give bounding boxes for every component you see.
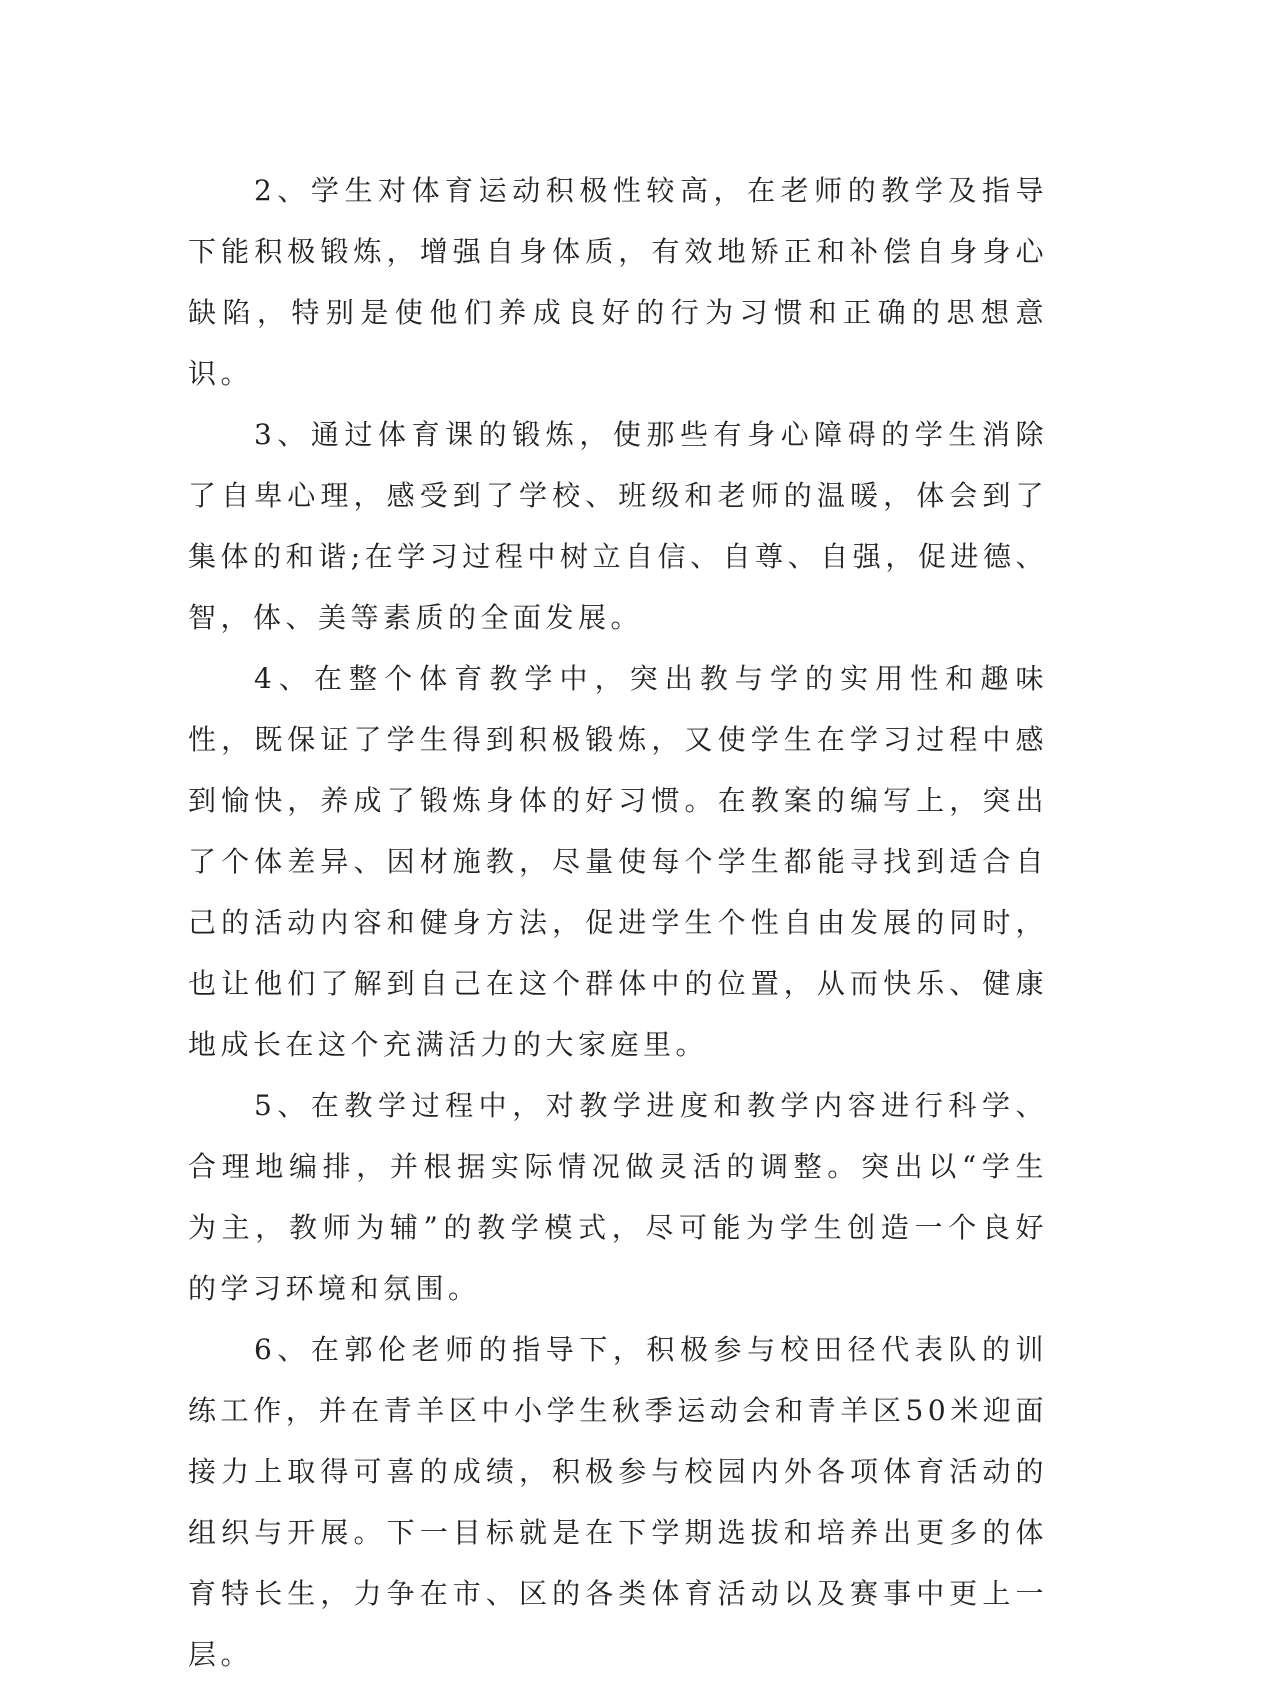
paragraph-2: 2、学生对体育运动积极性较高，在老师的教学及指导下能积极锻炼，增强自身体质，有效地矫正和补偿自身身心缺陷，特别是使他们养成良好的行为习惯和正确的思想意识。 [188, 174, 1048, 390]
paragraph-3: 3、通过体育课的锻炼，使那些有身心障碍的学生消除了自卑心理，感受到了学校、班级和老师的温暖，体会到了集体的和谐;在学习过程中树立自信、自尊、自强，促进德、智，体、美等素质的全面发展。 [188, 418, 1048, 634]
paragraph-5: 5、在教学过程中，对教学进度和教学内容进行科学、合理地编排，并根据实际情况做灵活的调整。突出以“学生为主，教师为辅”的教学模式，尽可能为学生创造一个良好的学习环境和氛围。 [188, 1089, 1048, 1305]
document-body [188, 160, 1048, 1685]
paragraph-4: 4、在整个体育教学中，突出教与学的实用性和趣味性，既保证了学生得到积极锻炼，又使学生在学习过程中感到愉快，养成了锻炼身体的好习惯。在教案的编写上，突出了个体差异、因材施教，尽量使每个学生都能寻找到适合自己的活动内容和健身方法，促进学生个性自由发展的同时，也让他们了解到自己在这个群体中的位置，从而快乐、健康地成长在这个充满活力的大家庭里。 [188, 662, 1048, 1061]
paragraph-6: 6、在郭伦老师的指导下，积极参与校田径代表队的训练工作，并在青羊区中小学生秋季运动会和青羊区50米迎面接力上取得可喜的成绩，积极参与校园内外各项体育活动的组织与开展。下一目标就是在下学期选拔和培养出更多的体育特长生，力争在市、区的各类体育活动以及赛事中更上一层。 [188, 1333, 1048, 1671]
